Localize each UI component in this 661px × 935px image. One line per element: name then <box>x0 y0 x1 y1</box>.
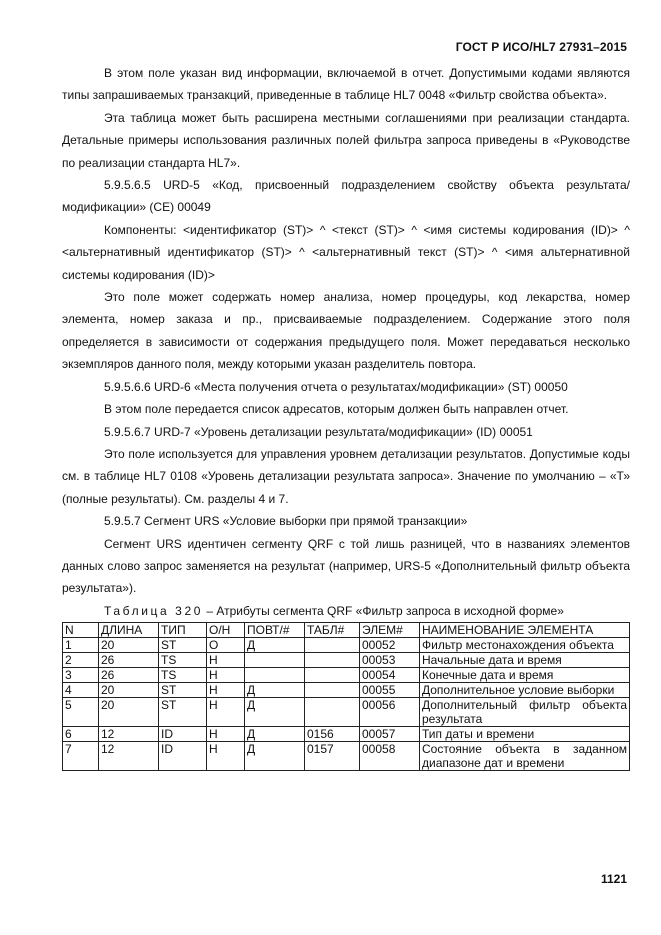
cell-optionality: Н <box>207 682 245 697</box>
cell-repeat: Д <box>245 726 305 741</box>
section-heading: 5.9.5.6.7 URD-7 «Уровень детализации результата/модификации» (ID) 00051 <box>104 424 533 439</box>
cell-n: 6 <box>63 726 99 741</box>
cell-n: 5 <box>63 697 99 726</box>
cell-type: TS <box>159 667 207 682</box>
table-row <box>63 726 630 741</box>
cell-optionality: Н <box>207 652 245 667</box>
cell-element: 00052 <box>360 637 420 652</box>
cell-optionality: Н <box>207 667 245 682</box>
cell-repeat: Д <box>245 682 305 697</box>
paragraph: В этом поле передается список адресатов, которым должен быть направлен отчет. <box>104 402 569 417</box>
cell-element: 00057 <box>360 726 420 741</box>
column-header-table: ТАБЛ# <box>305 622 360 637</box>
table-row <box>63 667 630 682</box>
cell-element-name: Фильтр местонахождения объекта <box>420 637 630 652</box>
cell-type: TS <box>159 652 207 667</box>
cell-n: 1 <box>63 637 99 652</box>
cell-element-name: Состояние объекта в заданном диапазоне дат и времени <box>420 741 630 770</box>
table-caption-label: Таблица 320 <box>104 603 204 618</box>
cell-element-name: Конечные дата и время <box>420 667 630 682</box>
cell-optionality: Н <box>207 726 245 741</box>
page-number: 1121 <box>600 872 627 886</box>
column-header-element: ЭЛЕМ# <box>360 622 420 637</box>
cell-type: ST <box>159 682 207 697</box>
cell-length: 26 <box>99 652 159 667</box>
cell-element-name: Начальные дата и время <box>420 652 630 667</box>
cell-type: ID <box>159 726 207 741</box>
cell-table <box>305 637 360 652</box>
column-header-optionality: О/Н <box>207 622 245 637</box>
cell-n: 7 <box>63 741 99 770</box>
cell-optionality: Н <box>207 741 245 770</box>
cell-table: 0156 <box>305 726 360 741</box>
cell-table <box>305 667 360 682</box>
section-heading: 5.9.5.6.5 URD-5 «Код, присвоенный подразделением свойству объекта результата/модификации» (CE) 00049 <box>62 178 630 215</box>
cell-length: 12 <box>99 726 159 741</box>
paragraph: Сегмент URS идентичен сегменту QRF с той лишь разницей, что в названиях элементов данных слово запрос заменяется на результат (например, URS-5 «Дополнительный фильтр объекта результата»). <box>62 536 630 596</box>
table-caption <box>62 600 630 622</box>
table-row <box>63 682 630 697</box>
cell-repeat: Д <box>245 741 305 770</box>
cell-type: ID <box>159 741 207 770</box>
cell-length: 20 <box>99 697 159 726</box>
cell-length: 26 <box>99 667 159 682</box>
cell-n: 4 <box>63 682 99 697</box>
cell-element: 00056 <box>360 697 420 726</box>
cell-length: 20 <box>99 637 159 652</box>
paragraph: Это поле используется для управления уровнем детализации результатов. Допустимые коды см. в таблице HL7 0108 «Уровень детализации результата запроса». Значение по умолчанию – «Т» (полные результаты). См. разделы 4 и 7. <box>62 446 630 506</box>
column-header-element-name: НАИМЕНОВАНИЕ ЭЛЕМЕНТА <box>420 622 630 637</box>
cell-element-name: Дополнительное условие выборки <box>420 682 630 697</box>
paragraph: В этом поле указан вид информации, включаемой в отчет. Допустимыми кодами являются типы запрашиваемых транзакций, приведенные в таблице HL7 0048 «Фильтр свойства объекта». <box>62 66 630 103</box>
cell-repeat <box>245 652 305 667</box>
table-caption-text: – Атрибуты сегмента QRF «Фильтр запроса в исходной форме» <box>203 603 564 618</box>
cell-length: 20 <box>99 682 159 697</box>
cell-n: 2 <box>63 652 99 667</box>
cell-element: 00055 <box>360 682 420 697</box>
table-row <box>63 652 630 667</box>
table-row <box>63 741 630 770</box>
table-row <box>63 637 630 652</box>
cell-optionality: Н <box>207 697 245 726</box>
cell-optionality: О <box>207 637 245 652</box>
table-row <box>63 697 630 726</box>
paragraph: Эта таблица может быть расширена местными соглашениями при реализации стандарта. Детальные примеры использования различных полей фильтра запроса приведены в «Руководстве по реализации стандарта HL7». <box>62 110 630 170</box>
cell-element-name: Тип даты и времени <box>420 726 630 741</box>
cell-length: 12 <box>99 741 159 770</box>
cell-type: ST <box>159 637 207 652</box>
section-heading: 5.9.5.7 Сегмент URS «Условие выборки при прямой транзакции» <box>104 514 468 529</box>
qrf-attributes-table <box>62 622 630 771</box>
cell-table <box>305 697 360 726</box>
paragraph: Компоненты: <идентификатор (ST)> ^ <текст (ST)> ^ <имя системы кодирования (ID)> ^ <альтернативный идентификатор (ST)> ^ <альтернативный текст (ST)> ^ <имя альтернативной системы кодирования (ID)> <box>62 222 630 282</box>
column-header-repeat: ПОВТ/# <box>245 622 305 637</box>
cell-table: 0157 <box>305 741 360 770</box>
section-heading: 5.9.5.6.6 URD-6 «Места получения отчета о результатах/модификации» (ST) 00050 <box>104 379 568 394</box>
cell-repeat: Д <box>245 637 305 652</box>
cell-element: 00058 <box>360 741 420 770</box>
cell-type: ST <box>159 697 207 726</box>
paragraph: Это поле может содержать номер анализа, номер процедуры, код лекарства, номер элемента, номер заказа и пр., присваиваемые подразделением. Содержание этого поля определяется в зависимости от содержания предыдущего поля. Может передаваться несколько экземпляров данного поля, между которыми указан разделитель повтора. <box>62 290 630 372</box>
cell-repeat <box>245 667 305 682</box>
cell-n: 3 <box>63 667 99 682</box>
cell-table <box>305 682 360 697</box>
cell-element-name: Дополнительный фильтр объекта результата <box>420 697 630 726</box>
cell-repeat: Д <box>245 697 305 726</box>
table-header-row <box>63 622 630 637</box>
document-standard-header: ГОСТ Р ИСО/HL7 27931–2015 <box>455 40 627 54</box>
page-content <box>62 62 630 771</box>
cell-element: 00054 <box>360 667 420 682</box>
column-header-n: N <box>63 622 99 637</box>
cell-element: 00053 <box>360 652 420 667</box>
cell-table <box>305 652 360 667</box>
column-header-length: ДЛИНА <box>99 622 159 637</box>
column-header-type: ТИП <box>159 622 207 637</box>
